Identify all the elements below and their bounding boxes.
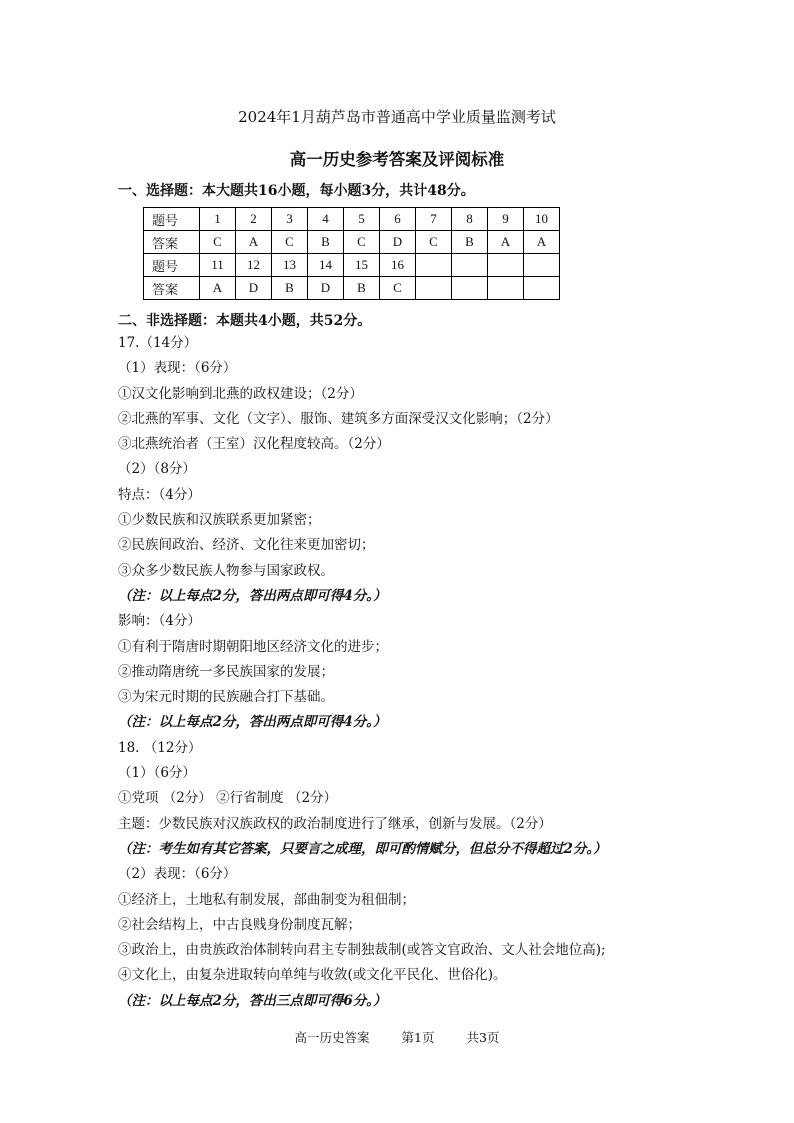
answer-table-cell: 9 [488, 208, 524, 231]
answer-table-cell: 1 [200, 208, 236, 231]
answer-table-cell: 5 [344, 208, 380, 231]
section-choice-heading: 一、选择题：本大题共16小题，每小题3分，共计48分。 [118, 183, 475, 199]
answer-table-cell: B [344, 277, 380, 300]
scoring-note: （注：以上每点2分，答出三点即可得6分。） [118, 992, 387, 1009]
answer-line: 特点：（4分） [118, 486, 201, 503]
answer-table-cell: 10 [524, 208, 560, 231]
answer-line: ①党项 （2分） ②行省制度 （2分） [118, 790, 338, 807]
answer-table-cell: B [272, 277, 308, 300]
answer-line: ④文化上，由复杂进取转向单纯与收敛(或文化平民化、世俗化)。 [118, 967, 507, 984]
answer-line: （2）表现：（6分） [118, 866, 237, 883]
answer-table-cell: A [200, 277, 236, 300]
scoring-note: （注：以上每点2分，答出两点即可得4分。） [118, 587, 387, 604]
answer-line: ③众多少数民族人物参与国家政权。 [118, 562, 334, 579]
answer-table-cell: 7 [416, 208, 452, 231]
answer-line: 影响：（4分） [118, 613, 201, 630]
answer-line: ②北燕的军事、文化（文字）、服饰、建筑多方面深受汉文化影响；（2分） [118, 410, 559, 427]
answer-line: ③政治上，由贵族政治体制转向君主专制独裁制(或答文官政治、文人社会地位高); [118, 942, 606, 959]
answer-table-row-header: 答案 [144, 231, 200, 254]
answer-line: ③北燕统治者（王室）汉化程度较高。（2分） [118, 436, 390, 453]
answer-table-cell [416, 254, 452, 277]
answer-line: ①经济上，土地私有制发展，部曲制变为租佃制； [118, 891, 415, 908]
answer-table-cell: 3 [272, 208, 308, 231]
answer-table-row [144, 231, 560, 254]
answer-table-cell: C [200, 231, 236, 254]
answer-table-cell: 8 [452, 208, 488, 231]
answer-body [118, 331, 758, 1014]
answer-table-cell: C [272, 231, 308, 254]
answer-line: （1）表现：（6分） [118, 360, 237, 377]
answer-table-cell: B [452, 231, 488, 254]
answer-table-cell: 13 [272, 254, 308, 277]
answer-table-cell [488, 277, 524, 300]
answer-table-cell: A [488, 231, 524, 254]
answer-line: ①汉文化影响到北燕的政权建设；（2分） [118, 385, 363, 402]
exam-title: 2024年1月葫芦岛市普通高中学业质量监测考试 [238, 108, 556, 126]
answer-table-cell [452, 277, 488, 300]
answer-table-cell: C [380, 277, 416, 300]
answer-line: ①有利于隋唐时期朝阳地区经济文化的进步； [118, 638, 388, 655]
footer-total-pages: 共3页 [466, 1030, 500, 1045]
answer-table-cell: A [524, 231, 560, 254]
answer-table-row-header: 题号 [144, 208, 200, 231]
answer-table-cell: A [236, 231, 272, 254]
answer-table [143, 207, 560, 300]
footer-doc-name: 高一历史答案 [294, 1030, 370, 1045]
answer-line: ②社会结构上，中古良贱身份制度瓦解； [118, 916, 361, 933]
page-footer [0, 1028, 794, 1046]
section-nonchoice-heading: 二、非选择题：本题共4小题，共52分。 [118, 313, 372, 329]
answer-table-cell [452, 254, 488, 277]
answer-table-cell: 11 [200, 254, 236, 277]
footer-page-number: 第1页 [401, 1030, 435, 1045]
answer-table-cell: 12 [236, 254, 272, 277]
answer-line: ②民族间政治、经济、文化往来更加密切； [118, 537, 375, 554]
answer-line: 17.（14分） [118, 335, 198, 351]
scoring-note: （注：考生如有其它答案，只要言之成理，即可酌情赋分，但总分不得超过2分。） [118, 840, 607, 857]
scoring-note: （注：以上每点2分，答出两点即可得4分。） [118, 714, 387, 731]
answer-table-cell: B [308, 231, 344, 254]
answer-line: （1）（6分） [118, 765, 196, 782]
answer-table-row-header: 答案 [144, 277, 200, 300]
answer-line: 18. （12分） [118, 739, 202, 756]
answer-table-cell: 2 [236, 208, 272, 231]
answer-table-cell [416, 277, 452, 300]
answer-table-cell [524, 254, 560, 277]
answer-table-cell: D [236, 277, 272, 300]
answer-table-cell: 15 [344, 254, 380, 277]
answer-table-cell [488, 254, 524, 277]
answer-table-cell [524, 277, 560, 300]
answer-table-cell: 14 [308, 254, 344, 277]
answer-table-cell: D [380, 231, 416, 254]
answer-line: ②推动隋唐统一多民族国家的发展； [118, 663, 334, 680]
answer-table-cell: C [416, 231, 452, 254]
answer-table-cell: 6 [380, 208, 416, 231]
answer-table-row [144, 277, 560, 300]
answer-table-cell: C [344, 231, 380, 254]
answer-line: 主题：少数民族对汉族政权的政治制度进行了继承，创新与发展。（2分） [118, 815, 552, 832]
document-subtitle: 高一历史参考答案及评阅标准 [289, 150, 505, 169]
answer-table-cell: 16 [380, 254, 416, 277]
answer-table-row [144, 208, 560, 231]
answer-table-row-header: 题号 [144, 254, 200, 277]
answer-line: （2）（8分） [118, 461, 196, 478]
answer-table-cell: D [308, 277, 344, 300]
answer-table-cell: 4 [308, 208, 344, 231]
answer-line: ③为宋元时期的民族融合打下基础。 [118, 689, 334, 706]
answer-line: ①少数民族和汉族联系更加紧密； [118, 512, 321, 529]
answer-table-row [144, 254, 560, 277]
